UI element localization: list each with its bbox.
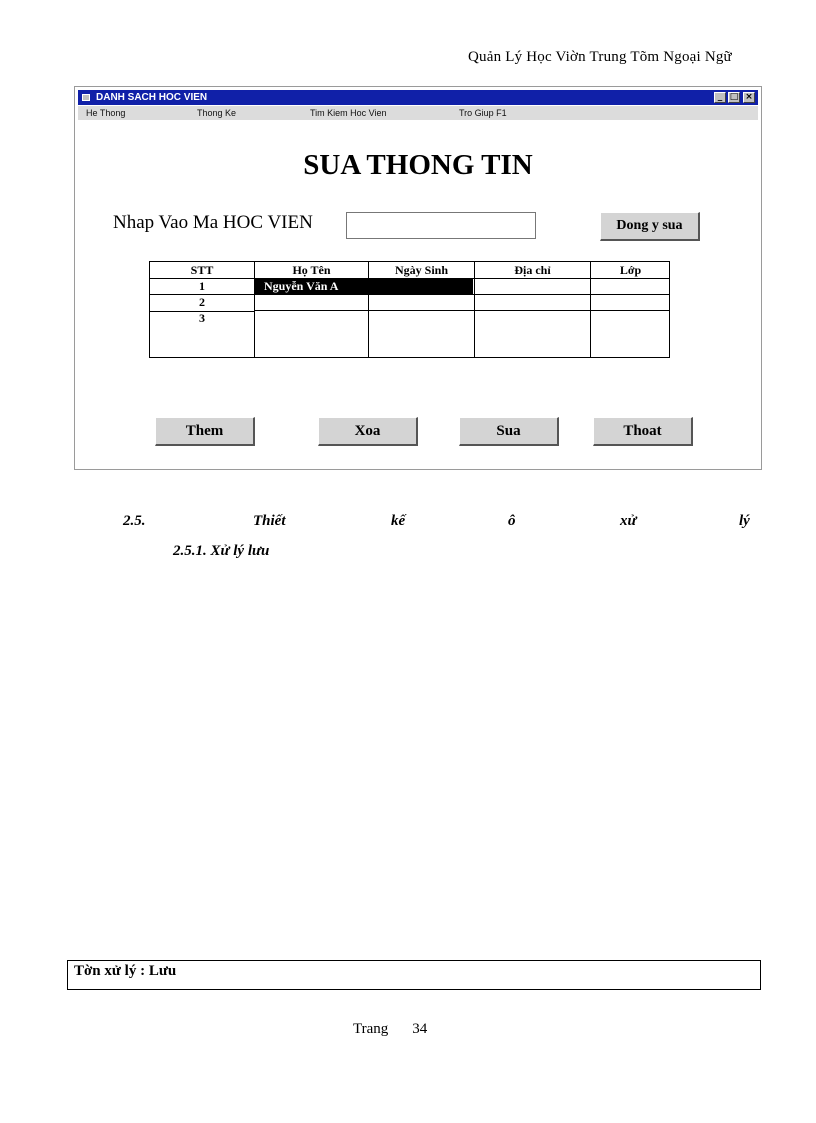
process-name-box: Tờn xử lý : Lưu [67, 960, 761, 990]
student-id-input[interactable] [346, 212, 536, 239]
grid-row-name[interactable]: Nguyễn Văn A [264, 279, 339, 293]
section-word: kế [391, 513, 406, 529]
menu-thong-ke[interactable]: Thong Ke [197, 108, 237, 118]
menu-bar [78, 106, 758, 120]
close-icon[interactable]: × [743, 92, 755, 103]
page-footer [353, 1021, 427, 1038]
window-title: DANH SACH HOC VIEN [96, 92, 208, 103]
section-heading [123, 513, 752, 533]
add-button[interactable]: Them [155, 417, 255, 446]
section-word: Thiết [253, 513, 286, 529]
grid-row-stt: 1 [199, 279, 205, 293]
grid-header-address: Địa chỉ [514, 263, 551, 277]
menu-tim-kiem-hoc-vien[interactable]: Tim Kiem Hoc Vien [310, 108, 387, 118]
grid-divider [254, 310, 669, 311]
app-window [74, 86, 762, 470]
page-number: 34 [412, 1021, 428, 1037]
grid-header-class: Lớp [619, 263, 642, 277]
maximize-icon[interactable]: □ [729, 92, 739, 102]
confirm-edit-button[interactable]: Dong y sua [600, 212, 700, 241]
section-word: ô [508, 513, 516, 529]
form-title: SUA THONG TIN [303, 149, 533, 181]
grid-header-name: Họ Tên [292, 263, 331, 277]
grid-header-stt: STT [190, 263, 214, 277]
page-label: Trang [353, 1021, 389, 1037]
grid-row-stt: 2 [199, 295, 205, 309]
menu-he-thong[interactable]: He Thong [86, 108, 126, 118]
minimize-icon[interactable]: _ [714, 92, 726, 103]
edit-button[interactable]: Sua [459, 417, 559, 446]
page-header: Quản Lý Học Viờn Trung Tõm Ngoại Ngữ [468, 49, 732, 65]
exit-button[interactable]: Thoat [593, 417, 693, 446]
grid-row-stt: 3 [199, 311, 205, 325]
delete-button[interactable]: Xoa [318, 417, 418, 446]
title-bar[interactable] [78, 90, 758, 105]
subsection-heading: 2.5.1. Xử lý lưu [173, 543, 270, 559]
section-word: xử [620, 513, 637, 529]
student-id-label: Nhap Vao Ma HOC VIEN [113, 212, 313, 233]
student-grid [149, 261, 670, 358]
menu-tro-giup[interactable]: Tro Giup F1 [459, 108, 507, 118]
grid-header-dob: Ngày Sinh [394, 263, 449, 277]
app-icon [82, 94, 90, 101]
section-number: 2.5. [123, 513, 146, 529]
section-word: lý [739, 513, 750, 529]
